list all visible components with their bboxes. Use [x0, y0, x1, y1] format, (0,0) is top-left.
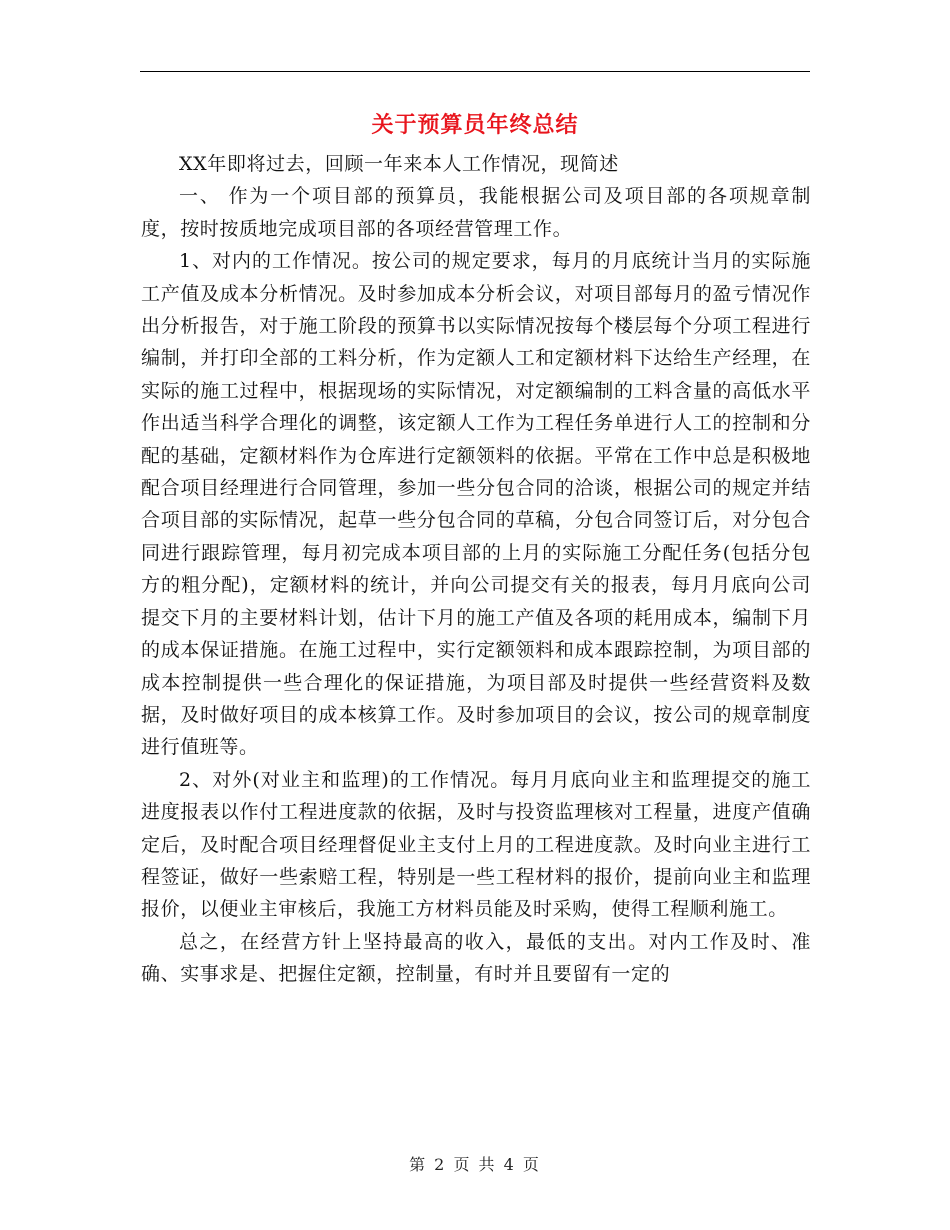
paragraph-summary: 总之，在经营方针上坚持最高的收入，最低的支出。对内工作及时、准确、实事求是、把握住定额，控制量，有时并且要留有一定的	[141, 930, 811, 986]
document-title: 关于预算员年终总结	[371, 113, 579, 138]
paragraph-section-one: 一、 作为一个项目部的预算员，我能根据公司及项目部的各项规章制度，按时按质地完成项目部的各项经营管理工作。	[141, 185, 811, 240]
paragraph-external-work: 2、对外(对业主和监理)的工作情况。每月月底向业主和监理提交的施工进度报表以作付工程进度款的依据，及时与投资监理核对工程量，进度产值确定后，及时配合项目经理督促业主支付上月的工程进度款。及时向业主进行工程签证，做好一些索赔工程，特别是一些工程材料的报价，提前向业主和监理报价，以便业主审核后，我施工方材料员能及时采购，使得工程顺利施工。	[141, 768, 811, 921]
page-number-footer: 第 2 页 共 4 页	[409, 1155, 541, 1174]
paragraph-internal-work: 1、对内的工作情况。按公司的规定要求，每月的月底统计当月的实际施工产值及成本分析情况。及时参加成本分析会议，对项目部每月的盈亏情况作出分析报告，对于施工阶段的预算书以实际情况按每个楼层每个分项工程进行编制，并打印全部的工料分析，作为定额人工和定额材料下达给生产经理，在实际的施工过程中，根据现场的实际情况，对定额编制的工料含量的高低水平作出适当科学合理化的调整，该定额人工作为工程任务单进行人工的控制和分配的基础，定额材料作为仓库进行定额领料的依据。平常在工作中总是积极地配合项目经理进行合同管理，参加一些分包合同的洽谈，根据公司的规定并结合项目部的实际情况，起草一些分包合同的草稿，分包合同签订后，对分包合同进行跟踪管理，每月初完成本项目部的上月的实际施工分配任务(包括分包方的粗分配)，定额材料的统计，并向公司提交有关的报表，每月月底向公司提交下月的主要材料计划，估计下月的施工产值及各项的耗用成本，编制下月的成本保证措施。在施工过程中，实行定额领料和成本跟踪控制，为项目部的成本控制提供一些合理化的保证措施，为项目部及时提供一些经营资料及数据，及时做好项目的成本核算工作。及时参加项目的会议，按公司的规章制度进行值班等。	[141, 250, 811, 759]
document-body	[141, 148, 811, 991]
header-rule	[140, 71, 810, 72]
paragraph-intro: XX年即将过去，回顾一年来本人工作情况，现简述	[179, 153, 619, 175]
